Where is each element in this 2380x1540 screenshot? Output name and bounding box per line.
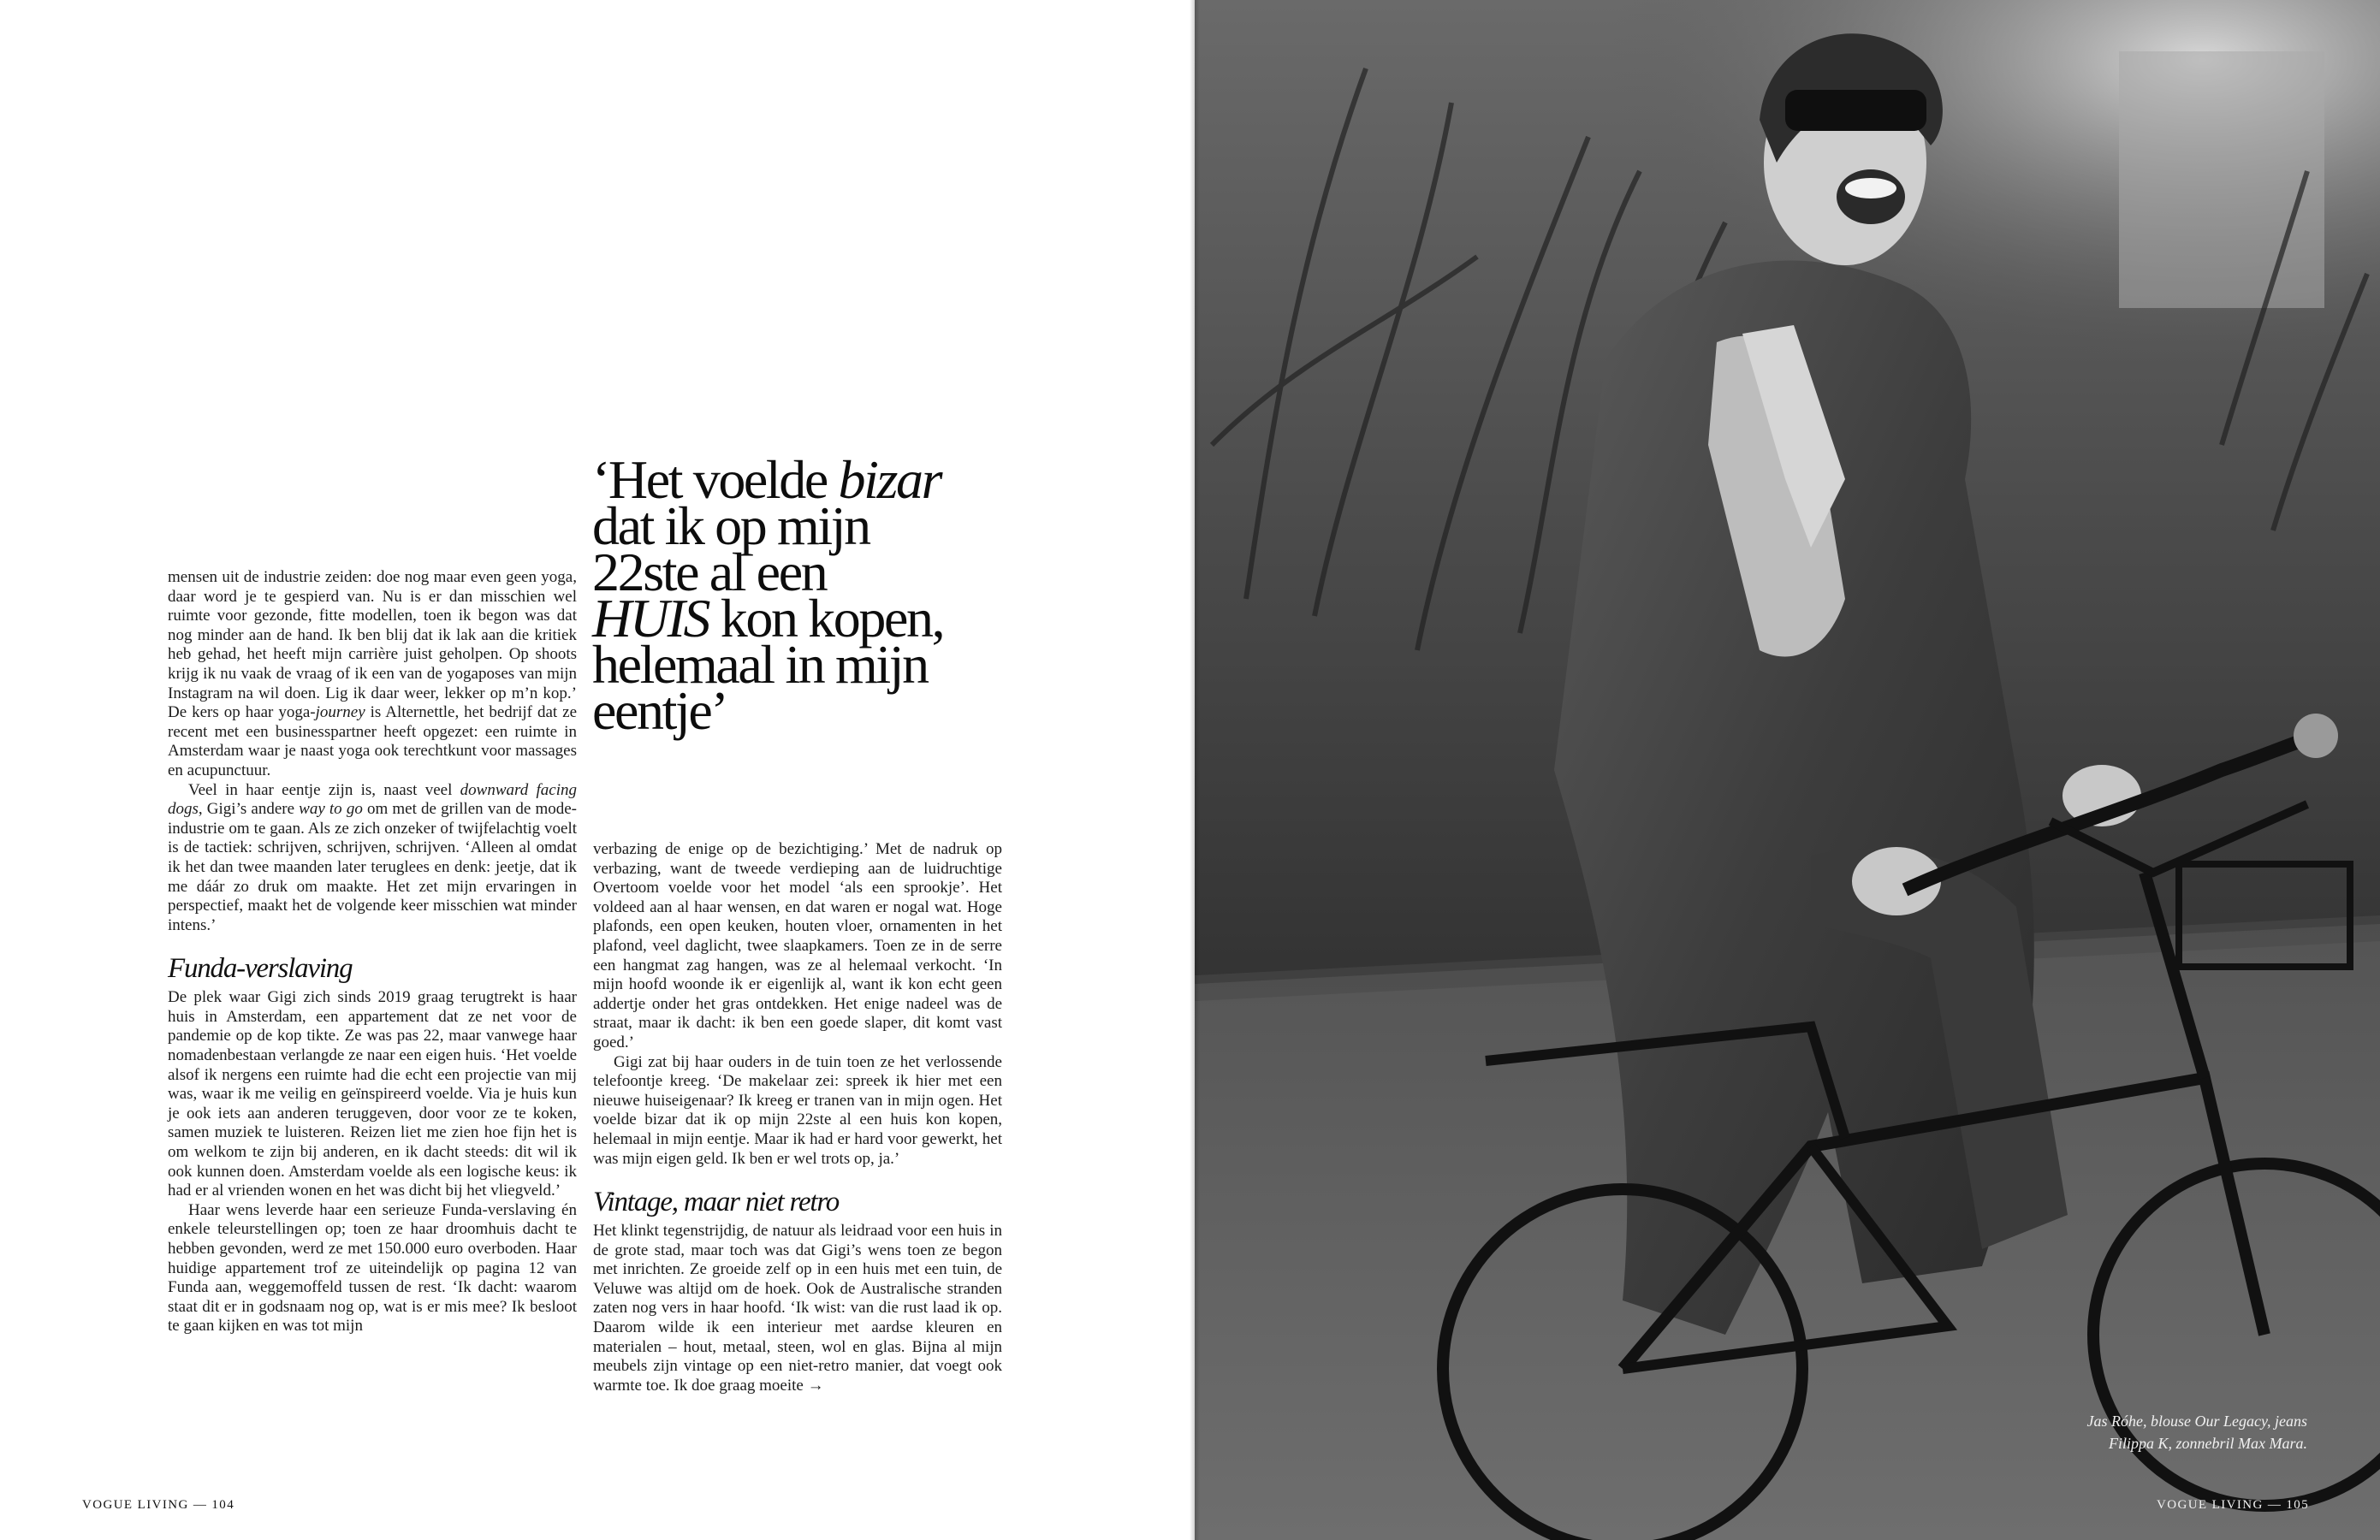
pull-quote-text: ‘Het voelde — [592, 449, 839, 510]
folio-left: VOGUE LIVING — 104 — [82, 1498, 235, 1512]
sunglasses — [1785, 90, 1926, 131]
paragraph: Veel in haar eentje zijn is, naast veel downward facing dogs, Gigi’s andere way to go om met de grillen van de mode-industrie om te gaan. Als ze zich onzeker of twijfelachtig voelt is de tactiek: schrijven, schrijven, schrijven. ‘Alleen al omdat ik het dan twee maanden later teruglees en denk: jeetje, dat ik me dáár zo druk om maakte. Het zet mijn ervaringen in perspectief, maakt het de volgende keer misschien wat minder intens.’ — [168, 780, 578, 934]
paragraph: Het klinkt tegenstrijdig, de natuur als leidraad voor een huis in de grote stad, maar toch was dat Gigi’s wens toen ze begon met inrichten. Ze groeide zelf op in een huis met een tuin, de Veluwe was altijd om de hoek. Ook de Australische stranden zaten nog vers in haar hoofd. ‘Ik wist: van die rust laad ik op. Daarom wilde ik een interieur met aardse kleuren en materialen – hout, metaal, steen, wol en glas. Bijna al mijn meubels zijn vintage op een niet-retro manier, dat voegt ook warmte toe. Ik doe graag moeite → — [593, 1222, 1002, 1395]
pull-quote-emphasis: HUIS — [592, 588, 709, 649]
body-column-1 — [168, 568, 577, 1336]
right-page-photo — [1195, 0, 2380, 1540]
pull-quote-text: kon kopen, helemaal in mijn eentje’ — [592, 588, 944, 741]
caption-line: Jas Róhe, blouse Our Legacy, jeans — [2086, 1413, 2307, 1430]
paragraph: mensen uit de industrie zeiden: doe nog maar even geen yoga, daar word je te gespierd van. Nu is er dan misschien wel ruimte voor gezonde, fitte modellen, toen ik begon was dat nog minder aan de hand. Ik ben blij dat ik lak aan die kritiek heb gehad, het heeft mijn carrière juist geholpen. Op shoots krijg ik nu vaak de vraag of ik een van de yogaposes van mijn Instagram na wil doen. Lig ik daar weer, lekker op m’n kop.’ De kers op haar yoga-journey is Alternettle, het bedrijf dat ze recent met een businesspartner heeft opgezet: een ruimte in Amsterdam waar je naast yoga ook terechtkunt voor massages en acupunctuur. — [168, 568, 577, 779]
section-heading: Vintage, maar niet retro — [593, 1187, 840, 1218]
page-gutter — [1190, 0, 1200, 1540]
background-building — [2119, 51, 2324, 308]
photo-caption — [2003, 1410, 2307, 1454]
pull-quote-text: dat ik op mijn 22ste al een — [592, 495, 870, 602]
paragraph: De plek waar Gigi zich sinds 2019 graag terugtrekt is haar huis in Amsterdam, een appartement dat ze net voor de pandemie op de kop tikte. Ze was pas 22, maar vanwege haar nomadenbestaan verlangde ze naar een eigen huis. ‘Het voelde alsof ik nergens een ruimte had die echt een projectie van mij was, waar ik me veilig en geïnspireerd voelde. Via je huis kun je ook iets aan anderen teruggeven, door voor ze te koken, samen muziek te luisteren. Reizen liet me zien hoe fijn het is om welkom te zijn bij anderen, en ik dacht steeds: dit wil ik ook kunnen doen. Amsterdam voelde als een logische keus: ik had er al vrienden wonen en het was dicht bij het vliegveld.’ — [168, 988, 577, 1200]
section-heading: Funda-verslaving — [168, 953, 353, 985]
folio-right: VOGUE LIVING — 105 — [2157, 1498, 2310, 1512]
bicycle-bell — [2294, 714, 2338, 758]
pull-quote — [592, 449, 952, 741]
paragraph: Gigi zat bij haar ouders in de tuin toen ze het verlossende telefoontje kreeg. ‘De makelaar zei: spreek ik hier met een nieuwe huiseigenaar? Ik kreeg er tranen van in mijn ogen. Het voelde bizar dat ik op mijn 22ste al een huis kon kopen, helemaal in mijn eentje. Maar ik had er hard voor gewerkt, het was mijn eigen geld. Ik ben er wel trots op, ja.’ — [593, 1052, 1002, 1168]
body-column-2 — [593, 840, 1002, 1395]
photo-woman-on-bicycle — [1195, 0, 2380, 1540]
paragraph: verbazing de enige op de bezichtiging.’ Met de nadruk op verbazing, want de tweede verdieping aan de luidruchtige Overtoom voelde voor het model ‘als een sprookje’. Het voldeed aan al haar wensen, en dat waren er nogal wat. Hoge plafonds, een open keuken, houten vloer, ornamenten in het plafond, veel daglicht, twee slaapkamers. Toen ze in de serre een hangmat zag hangen, was ze al helemaal verkocht. ‘In mijn hoofd woonde ik er eigenlijk al, want ik kon echt geen addertje onder het gras ontdekken. Het enige nadeel was de straat, maar ik dacht: ik ben een goede slaper, dit komt vast goed.’ — [593, 840, 1002, 1051]
teeth — [1845, 178, 1896, 198]
pull-quote-emphasis: bizar — [838, 449, 941, 510]
paragraph: Haar wens leverde haar een serieuze Funda-verslaving én enkele teleurstellingen op; toen ze haar droomhuis dacht te hebben gevonden, werd ze met 150.000 euro overboden. Haar huidige appartement trof ze uiteindelijk op pagina 12 van Funda aan, weggemoffeld tussen de rest. ‘Ik dacht: waarom staat dit er in godsnaam nog op, wat is er mis mee? Ik besloot te gaan kijken en was tot mijn — [168, 1200, 577, 1336]
caption-line: Filippa K, zonnebril Max Mara. — [2109, 1435, 2307, 1452]
